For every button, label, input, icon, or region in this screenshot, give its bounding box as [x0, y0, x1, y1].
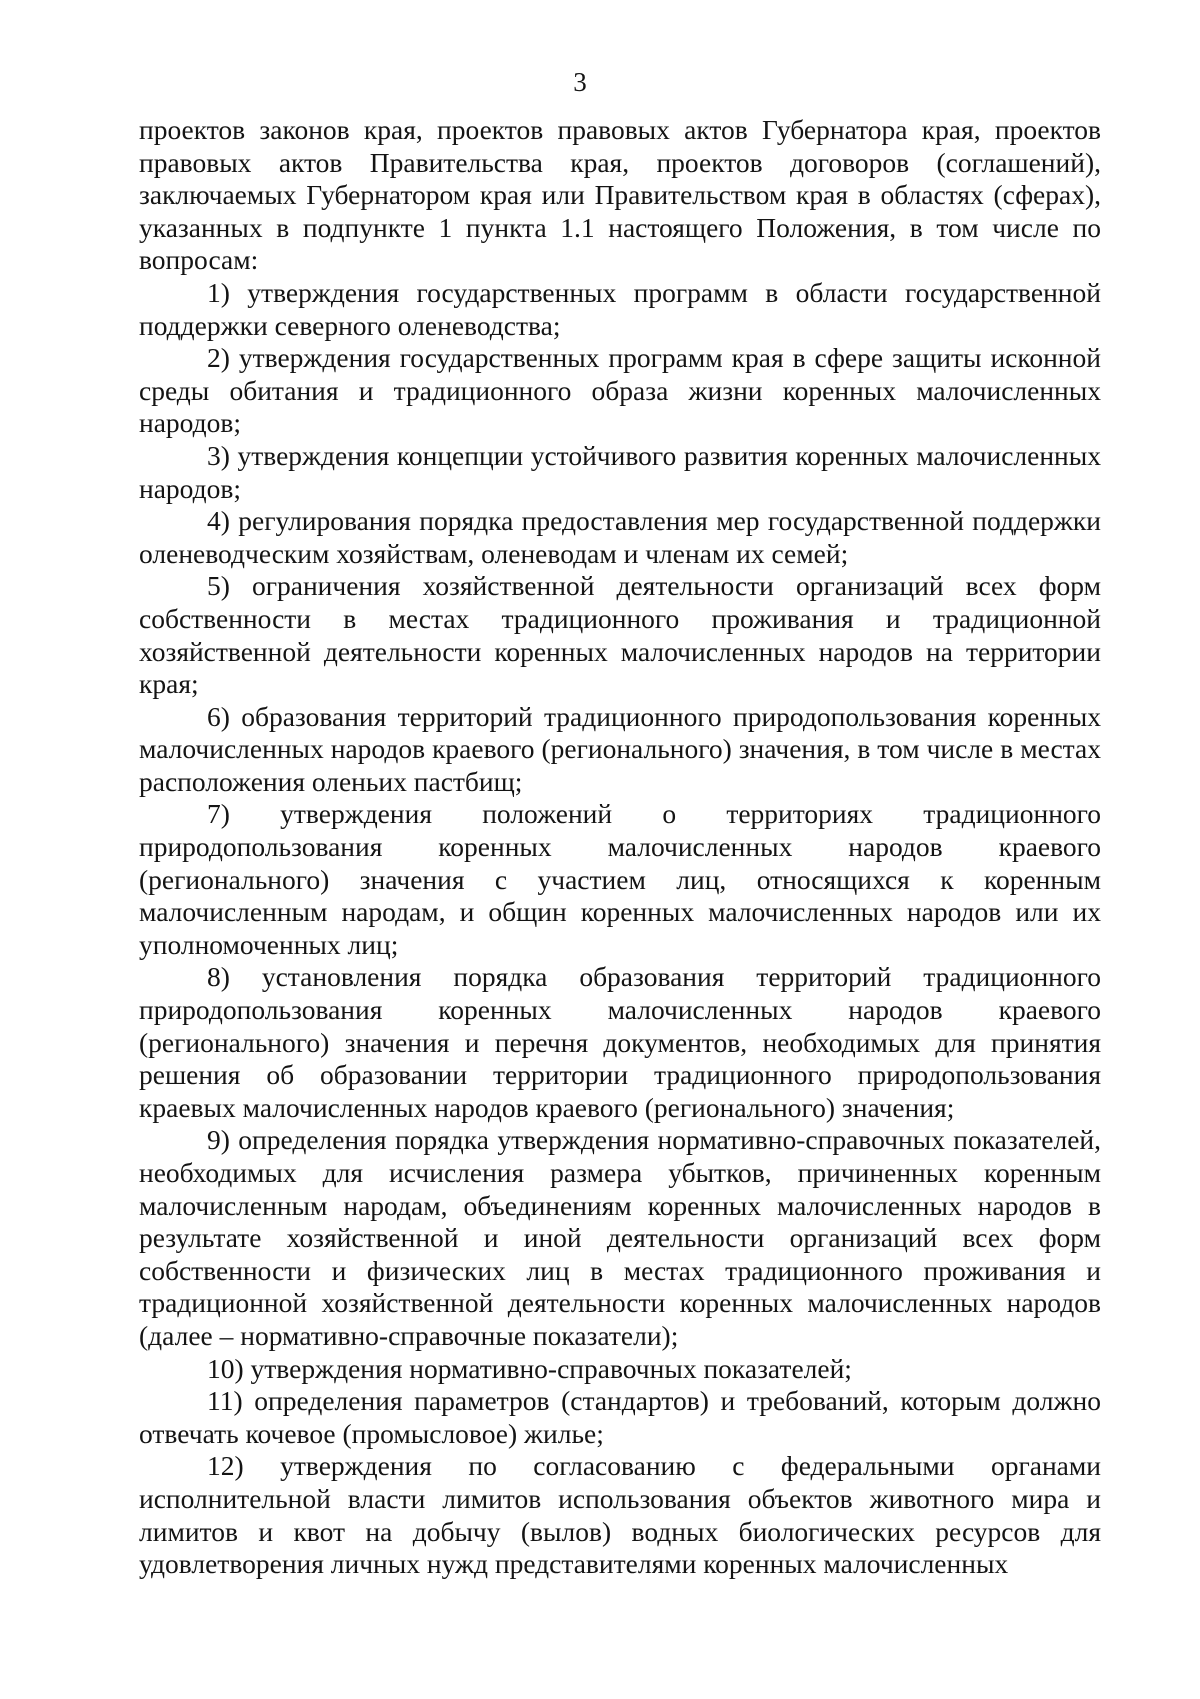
list-item-3: 3) утверждения концепции устойчивого развития коренных малочисленных народов; [139, 439, 1101, 504]
list-item-11: 11) определения параметров (стандартов) и требований, которым должно отвечать кочевое (промысловое) жилье; [139, 1385, 1101, 1449]
paragraph-intro: проектов законов края, проектов правовых актов Губернатора края, проектов правовых актов Правительства края, проектов договоров (соглашений), заключаемых Губернатором края или Правительством края в областях (сферах), указанных в подпункте 1 пункта 1.1 настоящего Положения, в том числе по вопросам: [139, 114, 1101, 276]
list-item-2: 2) утверждения государственных программ края в сфере защиты исконной среды обитания и традиционного образа жизни коренных малочисленных народов; [139, 342, 1101, 439]
list-item-4: 4) регулирования порядка предоставления мер государственной поддержки оленеводческим хозяйствам, оленеводам и членам их семей; [139, 505, 1101, 569]
list-item-6: 6) образования территорий традиционного природопользования коренных малочисленных народов краевого (регионального) значения, в том числе в местах расположения оленьих пастбищ; [139, 700, 1101, 797]
document-body [139, 114, 1101, 1581]
list-item-5: 5) ограничения хозяйственной деятельности организаций всех форм собственности в местах традиционного проживания и традиционной хозяйственной деятельности коренных малочисленных народов на территории края; [139, 570, 1101, 700]
list-item-12: 12) утверждения по согласованию с федеральными органами исполнительной власти лимитов использования объектов животного мира и лимитов и квот на добычу (вылов) водных биологических ресурсов для удовлетворения личных нужд представителями коренных малочисленных [139, 1450, 1101, 1580]
list-item-9: 9) определения порядка утверждения нормативно-справочных показателей, необходимых для исчисления размера убытков, причиненных коренным малочисленным народам, объединениям коренных малочисленных народов в результате хозяйственной и иной деятельности организаций всех форм собственности и физических лиц в местах традиционного проживания и традиционной хозяйственной деятельности коренных малочисленных народов (далее – нормативно-справочные показатели); [139, 1124, 1101, 1351]
list-item-10: 10) утверждения нормативно-справочных показателей; [207, 1352, 852, 1384]
page-number: 3 [573, 67, 587, 97]
list-item-7: 7) утверждения положений о территориях традиционного природопользования коренных малочисленных народов краевого (регионального) значения с участием лиц, относящихся к коренным малочисленным народам, и общин коренных малочисленных народов или их уполномоченных лиц; [139, 798, 1101, 960]
list-item-8: 8) установления порядка образования территорий традиционного природопользования коренных малочисленных народов краевого (регионального) значения и перечня документов, необходимых для принятия решения об образовании территории традиционного природопользования краевых малочисленных народов краевого (регионального) значения; [139, 961, 1101, 1123]
list-item-1: 1) утверждения государственных программ в области государственной поддержки северного оленеводства; [139, 276, 1101, 341]
